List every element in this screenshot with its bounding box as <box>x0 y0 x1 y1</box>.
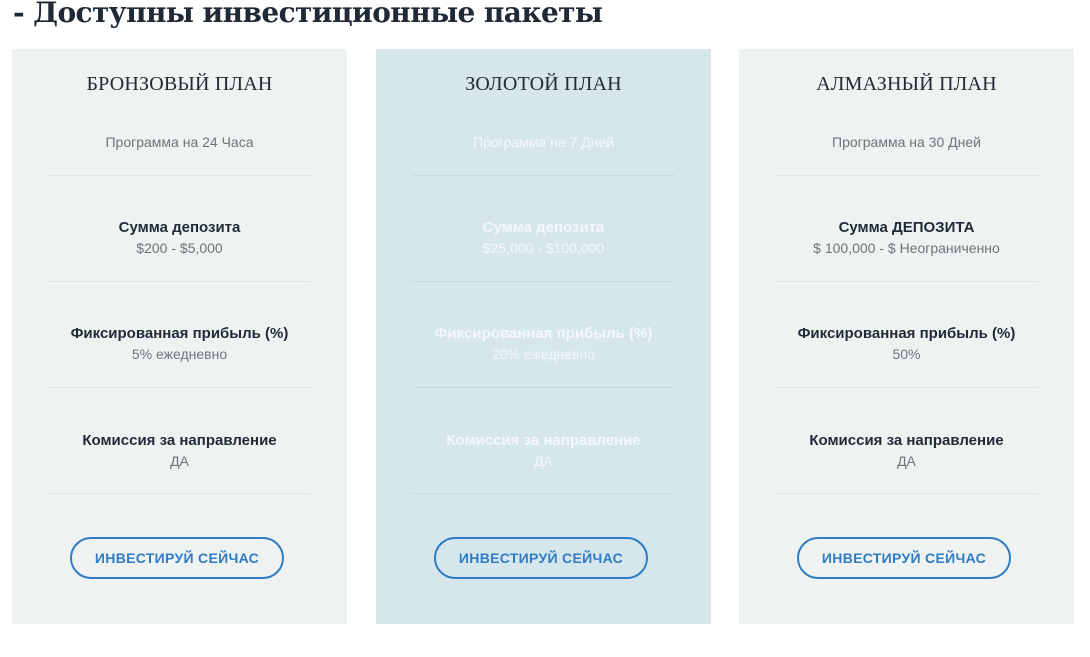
plan-title: ЗОЛОТОЙ ПЛАН <box>465 73 622 95</box>
divider <box>775 175 1038 176</box>
divider <box>48 387 311 388</box>
deposit-value: $ 100,000 - $ Неограниченно <box>813 240 1000 256</box>
divider <box>48 175 311 176</box>
profit-value: 50% <box>892 346 921 362</box>
profit-label: Фиксированная прибыль (%) <box>797 325 1016 342</box>
profit-label: Фиксированная прибыль (%) <box>434 325 653 342</box>
divider <box>775 387 1038 388</box>
plan-program: Программа на 7 Дней <box>472 134 615 150</box>
divider <box>412 175 675 176</box>
plan-program: Программа на 24 Часа <box>105 134 254 150</box>
plan-card-gold <box>376 49 711 624</box>
invest-now-button-gold[interactable]: ИНВЕСТИРУЙ СЕЙЧАС <box>434 537 648 579</box>
deposit-value: $200 - $5,000 <box>136 240 223 256</box>
profit-label: Фиксированная прибыль (%) <box>70 325 289 342</box>
commission-value: ДА <box>897 453 916 469</box>
commission-label: Комиссия за направление <box>809 432 1004 449</box>
plan-title: БРОНЗОВЫЙ ПЛАН <box>86 73 273 95</box>
deposit-label: Сумма ДЕПОЗИТА <box>838 219 975 236</box>
invest-now-button-bronze[interactable]: ИНВЕСТИРУЙ СЕЙЧАС <box>70 537 284 579</box>
divider <box>412 493 675 494</box>
deposit-value: $25,000 - $100,000 <box>482 240 605 256</box>
divider <box>412 387 675 388</box>
plan-card-bronze <box>12 49 347 624</box>
invest-now-button-diamond[interactable]: ИНВЕСТИРУЙ СЕЙЧАС <box>797 537 1011 579</box>
plan-title: АЛМАЗНЫЙ ПЛАН <box>816 73 997 95</box>
commission-value: ДА <box>534 453 553 469</box>
commission-value: ДА <box>170 453 189 469</box>
profit-value: 20% ежедневно <box>491 346 596 362</box>
divider <box>412 281 675 282</box>
deposit-label: Сумма депозита <box>118 219 241 236</box>
divider <box>775 493 1038 494</box>
page-title: - Доступны инвестиционные пакеты <box>13 0 603 29</box>
plan-program: Программа на 30 Дней <box>832 134 981 150</box>
divider <box>48 281 311 282</box>
profit-value: 5% ежедневно <box>131 346 228 362</box>
commission-label: Комиссия за направление <box>446 432 641 449</box>
divider <box>775 281 1038 282</box>
divider <box>48 493 311 494</box>
plan-card-diamond <box>739 49 1074 624</box>
commission-label: Комиссия за направление <box>82 432 277 449</box>
deposit-label: Сумма депозита <box>482 219 605 236</box>
